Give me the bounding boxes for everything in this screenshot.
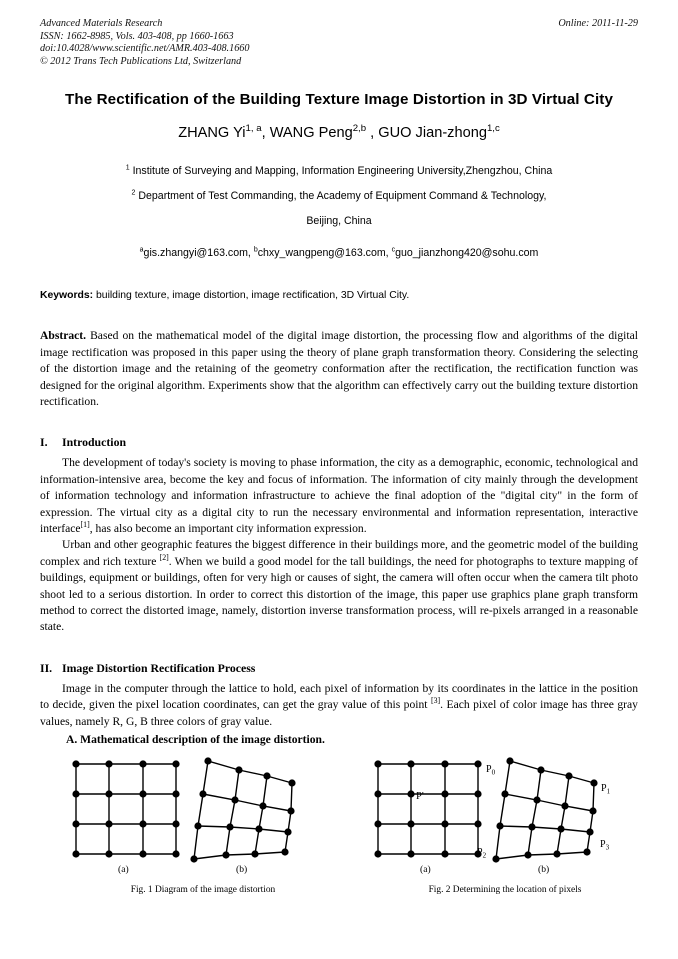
author-sep-1: , [261,125,270,142]
figure-1a-nodes [72,760,179,857]
author-3-sup: 1,c [486,123,500,135]
figure-2 [360,756,650,896]
section-1-paragraph-1 [40,455,638,537]
section-2-heading [40,660,638,676]
affiliation-1-text: Institute of Surveying and Mapping, Information Engineering University,Zhengzhou, China [129,165,553,178]
section-1-paragraph-2-text-b: . When we build a good model for the tall buildings, the need for photographs to texture mapping of buildings, equipment or buildings, often for very high or causes of sight, the camera will often occur when the camera tilt photo shoot led to a serious distortion. In order to correct this distortion of the image, this paper use graphics plane graph transform method to correct the distorted image, namely, distortion inverse transformation process, will re-pixels arranged in a reasonable state. [40,554,638,634]
copyright-line: © 2012 Trans Tech Publications Ltd, Switzerland [40,55,242,67]
email-2[interactable]: chxy_wangpeng@163.com, [257,247,392,260]
figure-1 [58,756,348,896]
author-3-name: GUO Jian-zhong [378,125,487,142]
figure-2-graphic [360,756,650,864]
figure-1a-grid-lines [76,764,176,854]
author-emails [40,245,638,261]
figure-2a-label: (a) [420,864,431,876]
figure-2b-label-p1: $P_1$ [601,783,611,796]
journal-name: Advanced Materials Research [40,18,163,29]
figure-1-sublabels [58,864,348,878]
figure-2b-label-p3: $P_3$ [600,839,610,852]
page-title: The Rectification of the Building Texture Image Distortion in 3D Virtual City [64,91,614,109]
keywords-label: Keywords: [40,290,94,302]
doi-line: doi:10.4028/www.scientific.net/AMR.403-408.1660 [40,43,250,55]
figure-2-caption: Fig. 2 Determining the location of pixels [428,885,582,896]
section-2-subheading: A. Mathematical description of the image distortion. [66,733,325,747]
figure-1a-label: (a) [118,864,129,876]
author-sep-2: , [366,125,379,142]
affiliation-1-sup: 1 [125,164,130,172]
online-date: Online: 2011-11-29 [558,18,638,29]
section-1-paragraph-1-text-a: The development of today's society is moving to phase information, the city as a demographic, economic, technological and information-intensive area, become the key and focus of information. The information of city mainly through the development of information technology and information infrastructure to achieve the final adoption of the "digital city" in the form of expression. The virtual city as a digital city to run the necessary environmental and information representation, interactive interface [40,456,638,536]
figures-row [40,756,638,906]
author-1-sup: 1, a [245,123,262,135]
affiliation-2 [40,184,638,209]
affiliation-1 [40,159,638,184]
keywords-value: building texture, image distortion, image rectification, 3D Virtual City. [93,290,410,302]
affiliations [40,159,638,234]
abstract-text: Based on the mathematical model of the digital image distortion, the processing flow and algorithms of the digital image rectification was proposed in this paper using the theory of plane graph transformation theory. Considering the selecting of the distortion image and the retaining of the geometry conformation after the rectification, the rectification function was designed for the original algorithm. Experiments show that the algorithm can effectively carry out the building texture distortion rectification. [40,329,638,408]
section-2-paragraph-1 [40,681,638,730]
email-1[interactable]: gis.zhangyi@163.com, [143,247,254,260]
figure-2b-label-p0: $P_0$ [486,764,496,777]
figure-1-caption: Fig. 1 Diagram of the image distortion [130,885,276,896]
figure-1b-grid-lines [194,761,292,859]
affiliation-2-sup: 2 [131,189,136,197]
affiliation-2-text: Department of Test Commanding, the Academy of Equipment Command & Technology, [135,190,547,203]
section-1-number: I. [40,435,48,450]
section-1-title: Introduction [62,435,127,450]
email-1-sup: a [139,246,144,254]
keywords-line [40,288,638,303]
citation-ref-2[interactable]: [2] [159,552,169,562]
section-1-paragraph-2-text-a: Urban and other geographic features the biggest difference in their buildings more, and the geometric model of the building complex and rich texture [40,538,638,568]
email-3[interactable]: guo_jianzhong420@sohu.com [395,247,539,260]
affiliation-2-continued: Beijing, China [306,215,372,228]
journal-header [40,18,638,68]
author-1-name: ZHANG Yi [178,125,246,142]
section-2-title: Image Distortion Rectification Process [62,660,256,675]
figure-2b-label: (b) [538,864,550,876]
section-2-number: II. [40,660,53,675]
section-2-paragraph-1-text-a: Image in the computer through the lattice to hold, each pixel of information by its coordinates in the lattice in the position to decide, given the pixel location coordinates, can get the gray value of this point [40,681,638,712]
abstract-block [40,328,638,410]
citation-ref-1[interactable]: [1] [80,520,90,530]
section-1-heading [40,434,638,450]
figure-2a-nodes [374,760,481,857]
figure-2-sublabels [360,864,650,878]
section-2-paragraph-1-text-b: . Each pixel of color image has three gray values, namely R, G, B three colors of gray value. [40,698,638,728]
figure-2b-label-p2: $P_2$ [477,847,487,860]
email-2-sup: b [253,246,258,254]
issn-line: ISSN: 1662-8985, Vols. 403-408, pp 1660-1663 [40,30,234,42]
author-list [40,123,638,143]
citation-ref-3[interactable]: [3] [430,696,441,706]
figure-2a-label-p-prime: P' [416,791,424,803]
abstract-label: Abstract. [40,329,87,343]
figure-1-graphic [58,756,348,864]
email-3-sup: c [391,246,396,254]
figure-1b-label: (b) [236,864,248,876]
section-1-paragraph-1-text-b: , has also become an important city information expression. [89,522,367,536]
author-2-name: WANG Peng [269,125,353,142]
figure-2a-grid-lines [378,764,478,854]
section-1-paragraph-2 [40,537,638,635]
figure-2b-grid-lines [496,761,594,859]
author-2-sup: 2,b [352,123,367,135]
